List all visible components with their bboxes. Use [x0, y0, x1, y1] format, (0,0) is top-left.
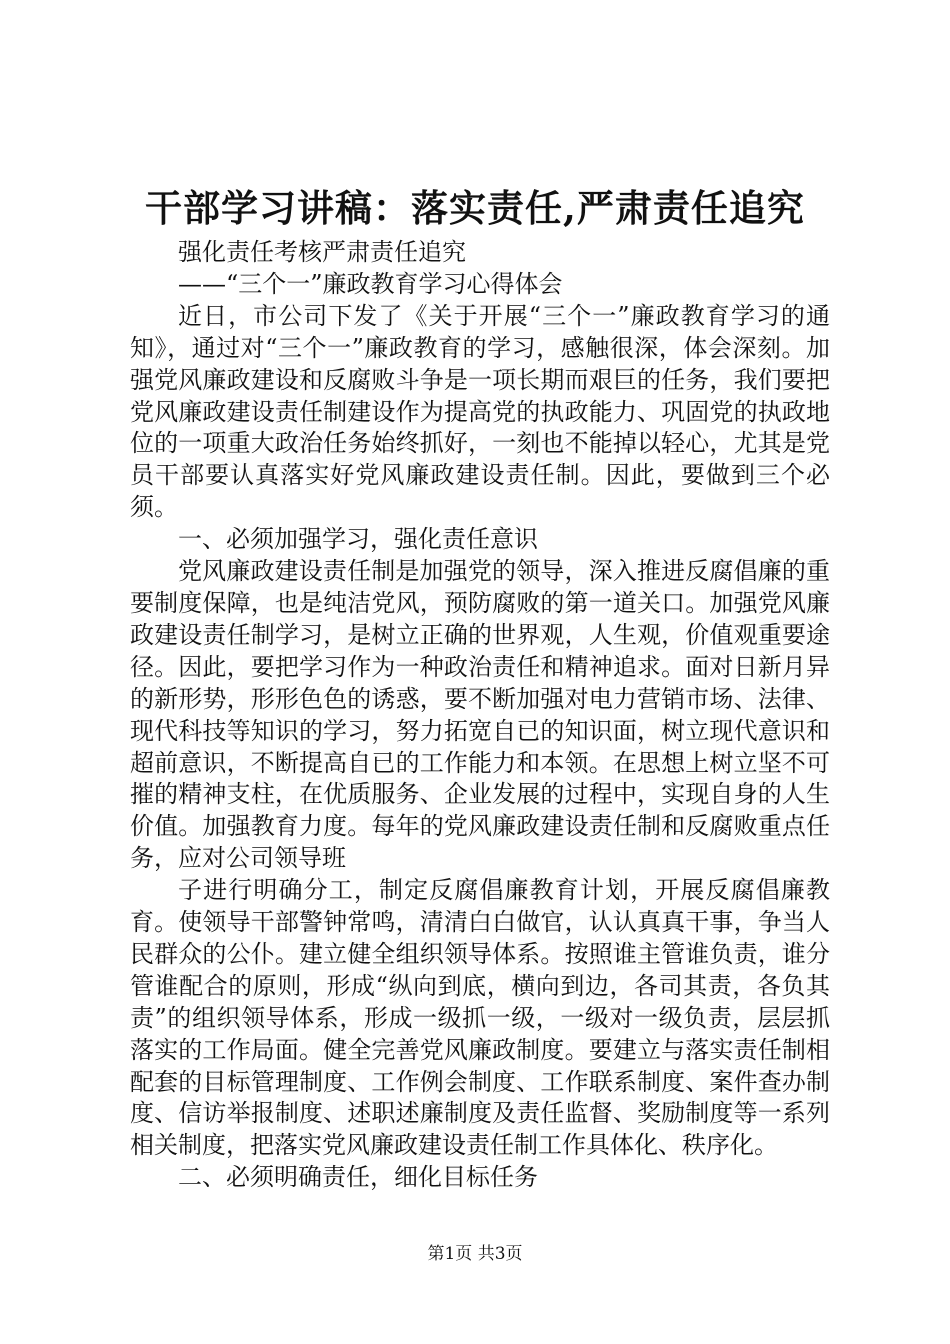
- paragraph-section-1-cont: 子进行明确分工，制定反腐倡廉教育计划，开展反腐倡廉教育。使领导干部警钟常鸣，清清白白做官，认认真真干事，争当人民群众的公仆。建立健全组织领导体系。按照谁主管谁负责，谁分管谁配合的原则，形成“纵向到底，横向到边，各司其责，各负其责”的组织领导体系，形成一级抓一级，一级对一级负责，层层抓落实的工作局面。健全完善党风廉政制度。要建立与落实责任制相配套的目标管理制度、工作例会制度、工作联系制度、案件查办制度、信访举报制度、述职述廉制度及责任监督、奖励制度等一系列相关制度，把落实党风廉政建设责任制工作具体化、秩序化。: [130, 876, 830, 1160]
- document-subtitle-2: ——“三个一”廉政教育学习心得体会: [178, 269, 563, 298]
- section-heading-2: 二、必须明确责任，细化目标任务: [178, 1163, 538, 1192]
- document-title: 干部学习讲稿：落实责任,严肃责任追究: [145, 186, 805, 230]
- paragraph-intro: 近日，市公司下发了《关于开展“三个一”廉政教育学习的通知》，通过对“三个一”廉政教育的学习，感触很深，体会深刻。加强党风廉政建设和反腐败斗争是一项长期而艰巨的任务，我们要把党风廉政建设责任制建设作为提高党的执政能力、巩固党的执政地位的一项重大政治任务始终抓好，一刻也不能掉以轻心，尤其是党员干部要认真落实好党风廉政建设责任制。因此，要做到三个必须。: [130, 301, 830, 522]
- document-subtitle: 强化责任考核严肃责任追究: [178, 238, 466, 266]
- paragraph-section-1: 党风廉政建设责任制是加强党的领导，深入推进反腐倡廉的重要制度保障，也是纯洁党风，预防腐败的第一道关口。加强党风廉政建设责任制学习，是树立正确的世界观，人生观，价值观重要途径。因此，要把学习作为一种政治责任和精神追求。面对日新月异的新形势，形形色色的诱惑，要不断加强对电力营销市场、法律、现代科技等知识的学习，努力拓宽自已的知识面，树立现代意识和超前意识，不断提高自已的工作能力和本领。在思想上树立坚不可摧的精神支柱，在优质服务、企业发展的过程中，实现自身的人生价值。加强教育力度。每年的党风廉政建设责任制和反腐败重点任务，应对公司领导班: [130, 557, 830, 873]
- page-number: 第1页 共3页: [427, 1244, 523, 1264]
- section-heading-1: 一、必须加强学习，强化责任意识: [178, 525, 538, 554]
- document-body: [130, 237, 830, 1194]
